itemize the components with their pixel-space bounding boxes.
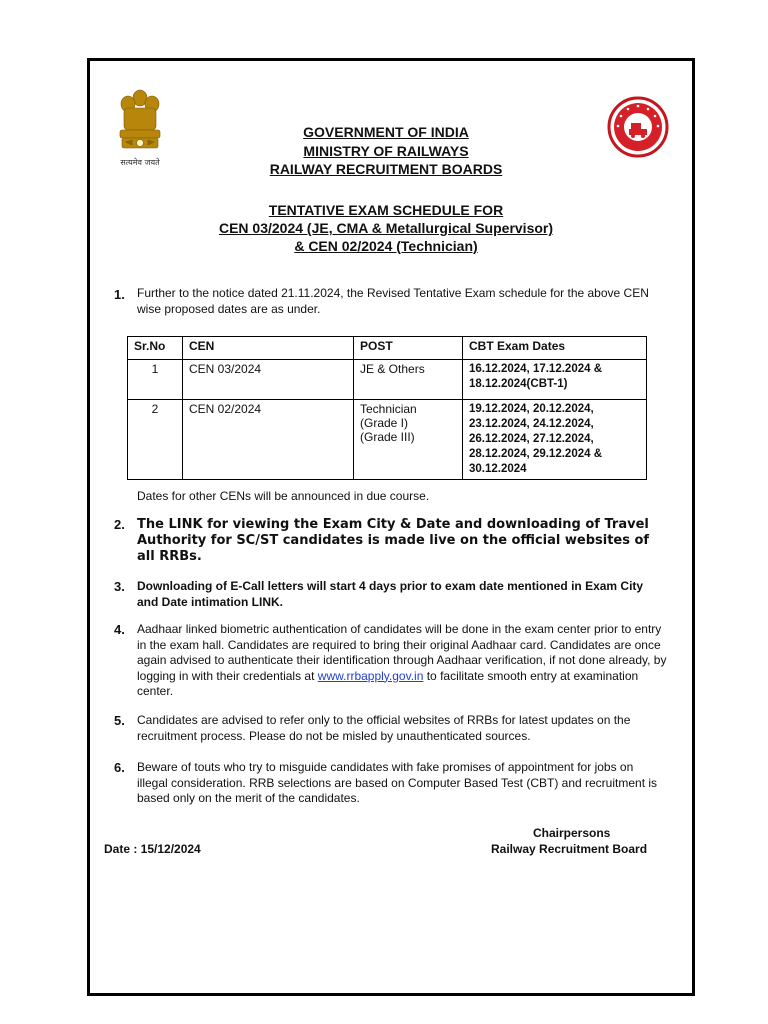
date-line: 23.12.2024, 24.12.2024,	[469, 418, 594, 430]
signatory-title: Chairpersons	[533, 826, 611, 840]
table-header-dates: CBT Exam Dates	[463, 337, 647, 360]
item-text-4a: Aadhaar linked biometric authentication of candidates will be done in the exam center prior to entry in the exam hall. Candidates are required to bring their original Aadhaar card. Candidates are once again advised to authenticate their identification through Aadhaar verification, if not done already, by logging in with their credentials at	[137, 622, 667, 683]
table-row	[128, 360, 647, 400]
cell-srno: 2	[128, 400, 183, 480]
date-line: 18.12.2024(CBT-1)	[469, 378, 568, 390]
date-line: 28.12.2024, 29.12.2024 &	[469, 448, 603, 460]
cell-post: JE & Others	[354, 360, 463, 400]
other-cen-note: Dates for other CENs will be announced in due course.	[137, 489, 430, 503]
cell-post	[354, 400, 463, 480]
table-header-cen: CEN	[183, 337, 354, 360]
cell-srno: 1	[128, 360, 183, 400]
post-line: Technician	[360, 402, 417, 416]
table-header-srno: Sr.No	[128, 337, 183, 360]
emblem-motto: सत्यमेव जयते	[120, 158, 160, 167]
item-text-3: Downloading of E-Call letters will start 4 days prior to exam date mentioned in Exam City and Date intimation LINK.	[137, 579, 644, 609]
item-number-2: 2.	[114, 517, 125, 532]
notice-date: Date : 15/12/2024	[104, 842, 201, 856]
item-text-4b: to facilitate smooth entry at examination center.	[137, 668, 639, 698]
cell-cen: CEN 02/2024	[183, 400, 354, 480]
post-line: (Grade I)	[360, 416, 409, 430]
item-text-2: The LINK for viewing the Exam City & Date and downloading of Travel Authority for SC/ST candidates is made live on the official websites of all RRBs.	[137, 517, 650, 564]
table-header-row	[128, 337, 647, 360]
item-number-5: 5.	[114, 713, 125, 728]
item-text-6: Beware of touts who try to misguide candidates with fake promises of appointment for jobs on illegal consideration. RRB selections are based on Computer Based Test (CBT) and recruitment is based only on the merit of the candidates.	[137, 760, 658, 805]
signatory-board: Railway Recruitment Board	[491, 842, 648, 856]
exam-schedule-table	[127, 336, 647, 480]
date-line: 26.12.2024, 27.12.2024,	[469, 433, 594, 445]
table-header-post: POST	[354, 337, 463, 360]
item-text-5: Candidates are advised to refer only to the official websites of RRBs for latest updates on the recruitment process. Please do not be misled by unauthenticated sources.	[137, 713, 631, 743]
rrbapply-link[interactable]: www.rrbapply.gov.in	[317, 668, 424, 683]
item-number-4: 4.	[114, 622, 125, 637]
item-number-1: 1.	[114, 287, 125, 302]
header-cen-03: CEN 03/2024 (JE, CMA & Metallurgical Supervisor)	[218, 220, 554, 236]
header-schedule-title: TENTATIVE EXAM SCHEDULE FOR	[268, 202, 504, 218]
table-row	[128, 400, 647, 480]
header-rrb: RAILWAY RECRUITMENT BOARDS	[269, 161, 503, 177]
cell-dates	[463, 400, 647, 480]
date-line: 16.12.2024, 17.12.2024 &	[469, 363, 603, 375]
header-government: GOVERNMENT OF INDIA	[303, 124, 469, 140]
post-line: (Grade III)	[360, 430, 415, 444]
item-text-4	[137, 622, 667, 700]
item-number-6: 6.	[114, 760, 125, 775]
cell-cen: CEN 03/2024	[183, 360, 354, 400]
header-cen-02: & CEN 02/2024 (Technician)	[294, 238, 478, 254]
item-number-3: 3.	[114, 579, 125, 594]
item-text-1: Further to the notice dated 21.11.2024, the Revised Tentative Exam schedule for the above CEN wise proposed dates are as under.	[137, 286, 649, 316]
header-ministry: MINISTRY OF RAILWAYS	[303, 143, 469, 159]
indian-railways-logo-icon	[605, 96, 671, 158]
cell-dates	[463, 360, 647, 400]
date-line: 30.12.2024	[469, 463, 527, 475]
date-line: 19.12.2024, 20.12.2024,	[469, 403, 594, 415]
